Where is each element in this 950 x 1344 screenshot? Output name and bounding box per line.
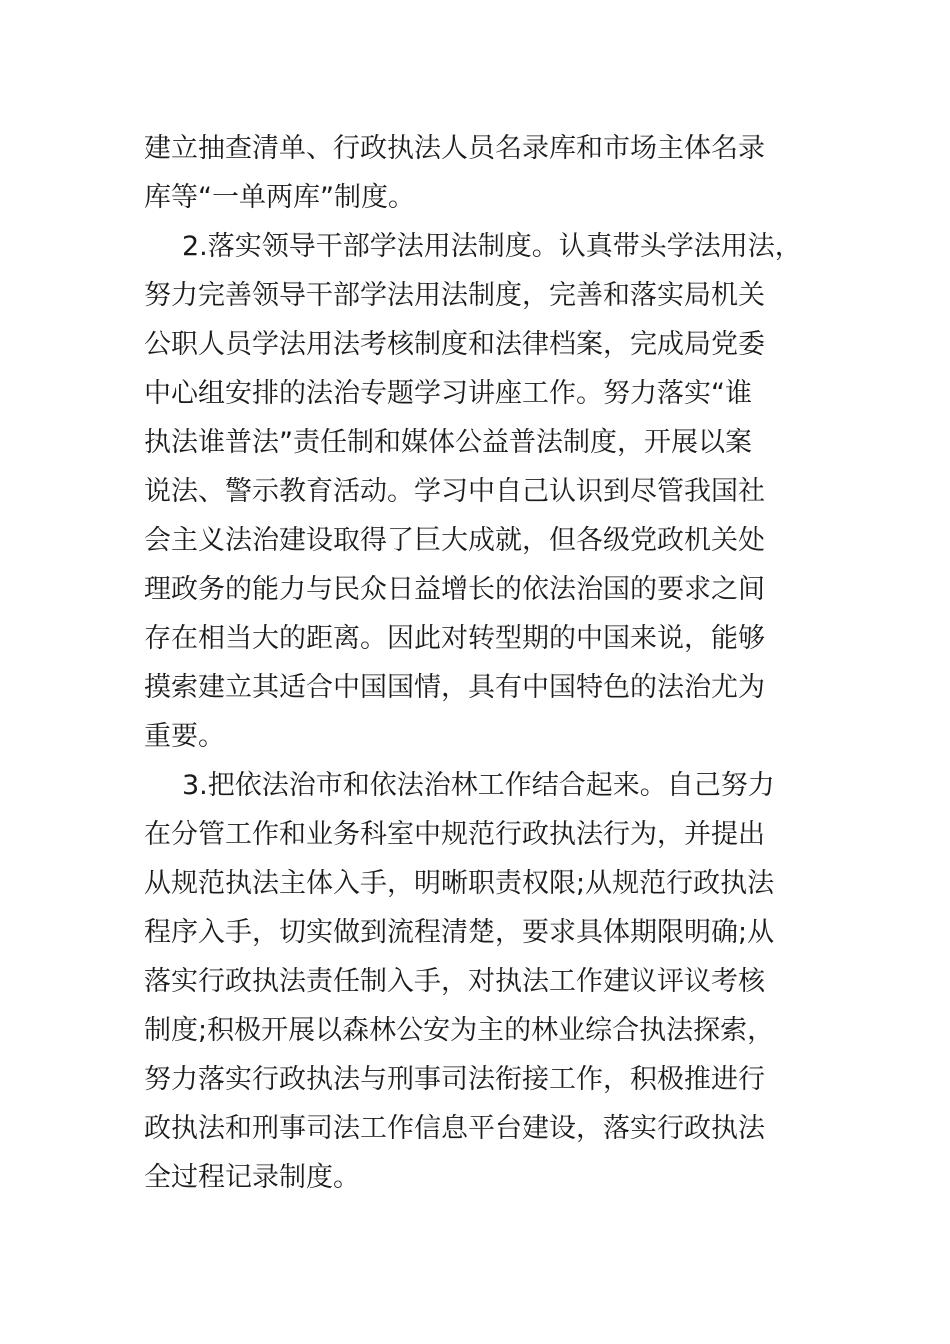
text-line: 制度;积极开展以森林公安为主的林业综合执法探索， — [144, 1015, 775, 1046]
text-line: 存在相当大的距离。因此对转型期的中国来说，能够 — [144, 623, 765, 654]
paragraph-item-3 — [144, 761, 834, 1202]
text-line: 2.落实领导干部学法用法制度。认真带头学法用法， — [182, 231, 802, 262]
text-line: 库等“一单两库”制度。 — [144, 182, 415, 213]
text-line: 政执法和刑事司法工作信息平台建设，落实行政执法 — [144, 1113, 765, 1144]
paragraph-continuation — [144, 124, 834, 222]
text-line: 重要。 — [144, 721, 225, 752]
paragraph-item-2 — [144, 222, 834, 761]
text-line: 会主义法治建设取得了巨大成就，但各级党政机关处 — [144, 525, 765, 556]
text-line: 建立抽查清单、行政执法人员名录库和市场主体名录 — [144, 133, 765, 164]
text-line: 3.把依法治市和依法治林工作结合起来。自己努力 — [182, 770, 775, 801]
text-line: 说法、警示教育活动。学习中自己认识到尽管我国社 — [144, 476, 765, 507]
text-line: 从规范执法主体入手，明晰职责权限;从规范行政执法 — [144, 868, 775, 899]
text-line: 努力完善领导干部学法用法制度，完善和落实局机关 — [144, 280, 765, 311]
text-line: 中心组安排的法治专题学习讲座工作。努力落实“谁 — [144, 378, 752, 409]
text-line: 理政务的能力与民众日益增长的依法治国的要求之间 — [144, 574, 765, 605]
text-line: 全过程记录制度。 — [144, 1162, 360, 1193]
document-body — [144, 124, 834, 1202]
text-line: 在分管工作和业务科室中规范行政执法行为，并提出 — [144, 819, 765, 850]
text-line: 摸索建立其适合中国国情，具有中国特色的法治尤为 — [144, 672, 765, 703]
text-line: 公职人员学法用法考核制度和法律档案，完成局党委 — [144, 329, 765, 360]
text-line: 执法谁普法”责任制和媒体公益普法制度，开展以案 — [144, 427, 752, 458]
text-line: 努力落实行政执法与刑事司法衔接工作，积极推进行 — [144, 1064, 765, 1095]
text-line: 程序入手，切实做到流程清楚，要求具体期限明确;从 — [144, 917, 775, 948]
text-line: 落实行政执法责任制入手，对执法工作建议评议考核 — [144, 966, 765, 997]
